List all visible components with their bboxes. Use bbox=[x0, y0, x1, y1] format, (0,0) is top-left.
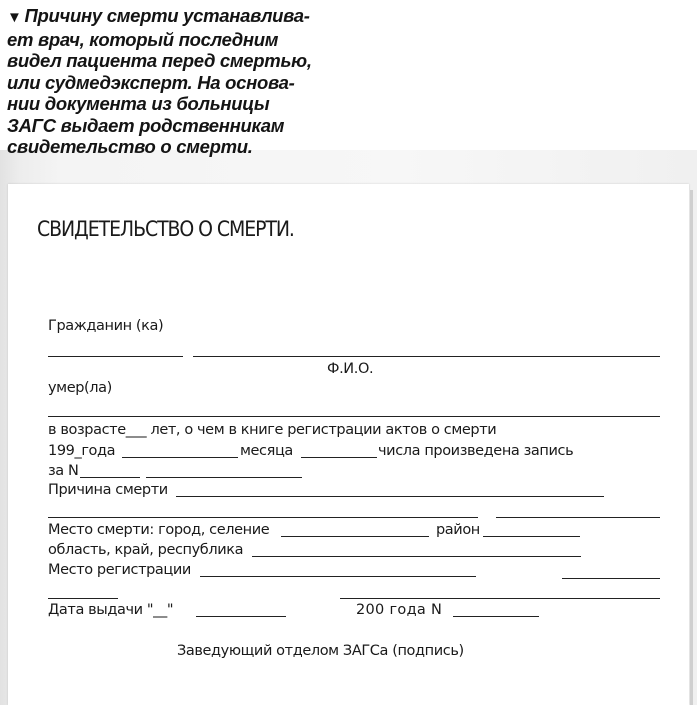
region-label: область, край, республика bbox=[48, 542, 244, 558]
cause-line-2b[interactable] bbox=[496, 517, 660, 518]
registration-label: Место регистрации bbox=[48, 562, 191, 578]
died-line[interactable] bbox=[48, 416, 660, 417]
signature-label: Заведующий отделом ЗАГСа (подпись) bbox=[177, 643, 464, 659]
region-line[interactable] bbox=[252, 556, 581, 557]
district-line[interactable] bbox=[483, 536, 580, 537]
district-label: район bbox=[436, 522, 480, 538]
cause-line-2a[interactable] bbox=[48, 517, 478, 518]
place-label: Место смерти: город, селение bbox=[48, 522, 270, 538]
caption-text: Причину смерти устанавлива- ет врач, который последним видел пациента перед смертью, или судмедэксперт. На основа- нии документа из больницы ЗАГС выдает родственникам свидетельство о смерти. bbox=[7, 5, 312, 157]
citizen-line-1[interactable] bbox=[48, 356, 183, 357]
registration-line[interactable] bbox=[200, 576, 476, 577]
issue-number-line[interactable] bbox=[453, 616, 539, 617]
citizen-line-2[interactable] bbox=[193, 356, 660, 357]
citizen-label: Гражданин (ка) bbox=[48, 318, 164, 334]
issue-year-label: 200 года N bbox=[356, 602, 443, 618]
age-line: в возрасте___ лет, о чем в книге регистрации актов о смерти bbox=[48, 422, 497, 438]
triangle-marker-icon: ▼ bbox=[7, 9, 22, 26]
fio-label: Ф.И.О. bbox=[327, 361, 374, 377]
issue-date-line[interactable] bbox=[196, 616, 286, 617]
record-no-line-2[interactable] bbox=[146, 477, 302, 478]
certificate-title: СВИДЕТЕЛЬСТВО О СМЕРТИ. bbox=[37, 217, 294, 241]
registration-line-2[interactable] bbox=[562, 578, 660, 579]
died-label: умер(ла) bbox=[48, 380, 112, 396]
sheet-edge bbox=[690, 190, 693, 705]
place-line[interactable] bbox=[281, 536, 429, 537]
cause-line[interactable] bbox=[176, 496, 604, 497]
registration-line-3a[interactable] bbox=[48, 598, 118, 599]
month-field-line[interactable] bbox=[122, 457, 238, 458]
month-label: месяца bbox=[240, 443, 293, 459]
day-label: числа произведена запись bbox=[378, 443, 574, 459]
record-no-label: за N bbox=[48, 463, 79, 479]
caption bbox=[7, 5, 347, 158]
record-no-line-1[interactable] bbox=[80, 477, 140, 478]
day-field-line[interactable] bbox=[301, 457, 377, 458]
issue-date-label: Дата выдачи "__" bbox=[48, 602, 174, 618]
registration-line-3b[interactable] bbox=[340, 598, 660, 599]
cause-label: Причина смерти bbox=[48, 482, 168, 498]
year-label: 199_года bbox=[48, 443, 116, 459]
